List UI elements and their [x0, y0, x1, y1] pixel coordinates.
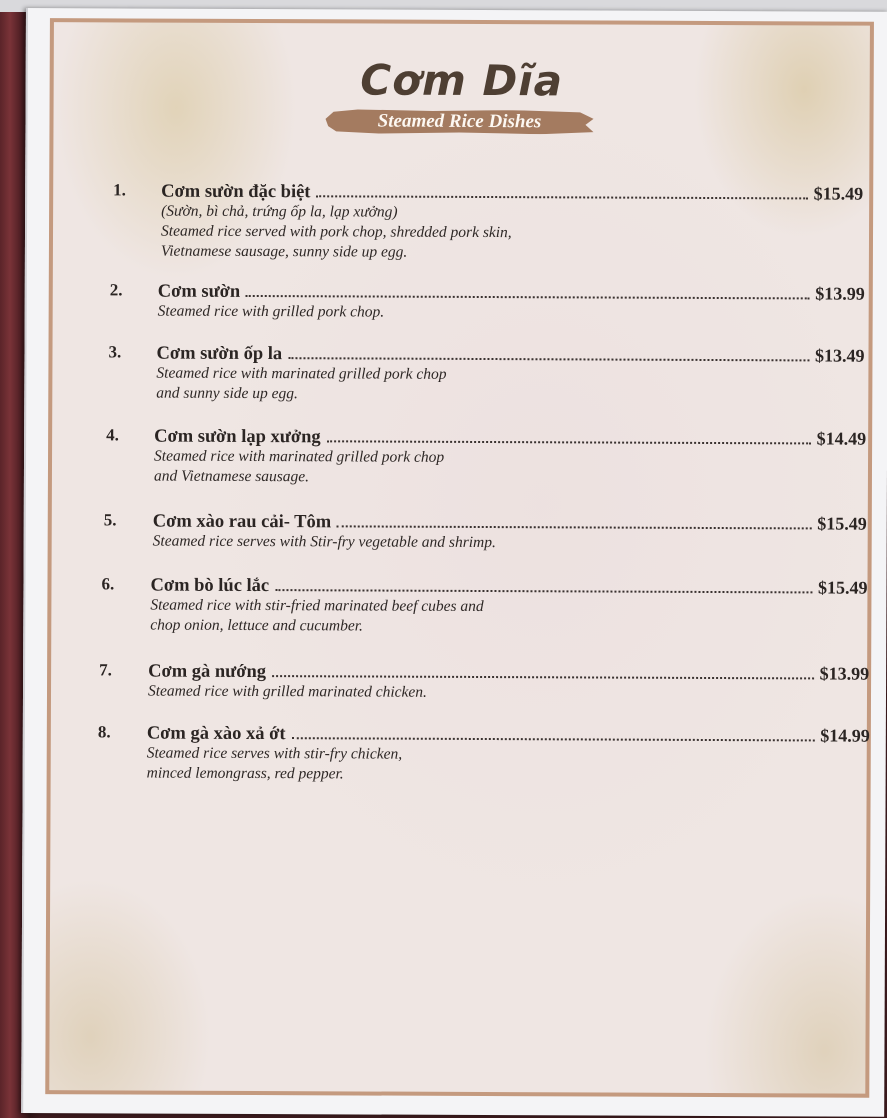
item-description	[153, 532, 496, 553]
item-name: Cơm bò lúc lắc	[150, 575, 270, 597]
item-number: 7.	[99, 660, 112, 680]
item-number: 5.	[103, 510, 117, 530]
item-description-line: Steamed rice with stir-fried marinated beef cubes and	[150, 596, 484, 616]
item-number: 6.	[101, 574, 115, 594]
menu-item	[52, 510, 868, 552]
item-name: Cơm sườn lạp xưởng	[154, 426, 321, 448]
item-description	[150, 596, 483, 637]
dot-leader	[291, 723, 814, 741]
menu-subtitle: Steamed Rice Dishes	[377, 110, 542, 133]
item-description-line: Steamed rice serves with Stir-fry vegetable and shrimp.	[152, 532, 496, 552]
item-number: 8.	[97, 722, 111, 742]
item-description-line: minced lemongrass, red pepper.	[146, 764, 344, 783]
item-name: Cơm xào rau cải- Tôm	[152, 511, 332, 533]
item-number: 1.	[113, 180, 126, 200]
dot-leader	[275, 575, 812, 593]
menu-frame	[45, 18, 874, 1098]
item-description-line: Vietnamese sausage, sunny side up egg.	[160, 242, 408, 261]
item-description	[147, 744, 403, 785]
item-description	[158, 302, 385, 323]
item-description-line: and sunny side up egg.	[156, 384, 298, 403]
item-number: 3.	[108, 342, 122, 362]
item-description-line: Steamed rice serves with stir-fry chicken,	[146, 744, 403, 763]
menu-item	[53, 280, 869, 321]
item-name: Cơm sườn đặc biệt	[161, 181, 311, 203]
dot-leader	[246, 281, 809, 299]
menu-item	[53, 180, 869, 261]
item-name: Cơm gà xào xả ớt	[146, 723, 286, 745]
item-price: $15.49	[817, 577, 868, 598]
dot-leader	[288, 343, 809, 361]
dot-leader	[337, 511, 811, 529]
dot-leader	[272, 661, 814, 679]
item-description-line: Steamed rice served with pork chop, shredded pork skin,	[160, 222, 512, 242]
item-description	[156, 364, 446, 405]
item-description	[148, 682, 427, 703]
item-description-line: (Sườn, bì chả, trứng ốp la, lạp xưởng)	[161, 202, 398, 221]
item-number: 4.	[106, 425, 119, 445]
item-price: $13.99	[815, 283, 865, 304]
item-description-line: Steamed rice with marinated grilled pork chop	[154, 447, 445, 466]
item-name: Cơm gà nướng	[148, 661, 267, 683]
item-price: $14.49	[816, 428, 867, 449]
item-description-line: chop onion, lettuce and cucumber.	[150, 616, 363, 635]
item-description	[154, 447, 444, 488]
item-description-line: Steamed rice with grilled pork chop.	[157, 302, 385, 321]
menu-item	[53, 342, 869, 403]
menu-page	[21, 8, 887, 1117]
item-description-line: and Vietnamese sausage.	[153, 467, 310, 486]
item-description-line: Steamed rice with grilled marinated chicken.	[147, 682, 427, 701]
item-description-line: Steamed rice with marinated grilled pork chop	[156, 364, 447, 383]
item-price: $13.49	[814, 345, 865, 366]
menu-subtitle-banner	[325, 107, 593, 136]
item-name: Cơm sườn	[157, 281, 241, 302]
item-price: $15.49	[817, 513, 867, 534]
menu-title: Cơm Dĩa	[360, 55, 564, 106]
menu-item	[52, 574, 868, 635]
item-name: Cơm sườn ốp la	[156, 343, 283, 365]
item-price: $13.99	[819, 663, 870, 684]
item-price: $15.49	[813, 183, 864, 204]
item-description	[161, 202, 512, 264]
dot-leader	[327, 426, 811, 444]
menu-item	[52, 425, 868, 486]
menu-item	[51, 722, 870, 783]
item-price: $14.99	[820, 725, 870, 746]
menu-item	[51, 660, 870, 701]
item-number: 2.	[109, 280, 123, 300]
dot-leader	[316, 181, 807, 199]
